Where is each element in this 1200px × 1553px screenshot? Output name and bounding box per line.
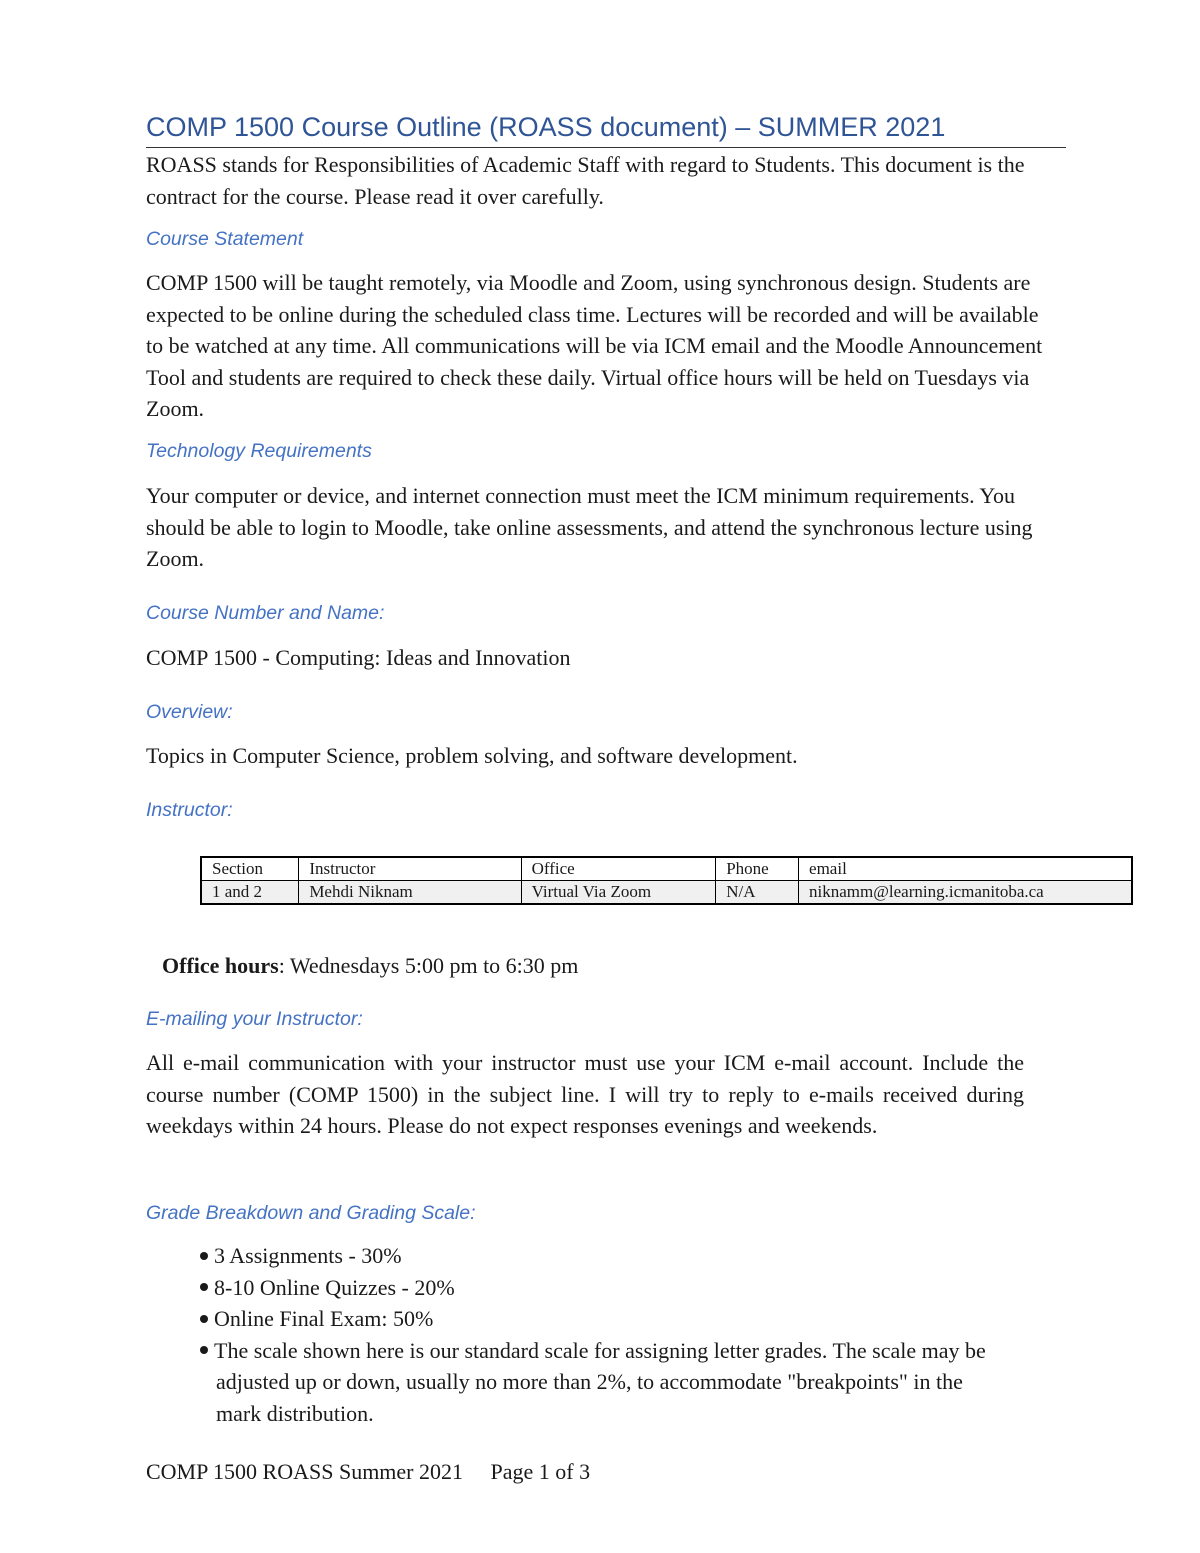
instructor-table — [200, 856, 1133, 905]
course-statement-paragraph: COMP 1500 will be taught remotely, via Moodle and Zoom, using synchronous design. Students are expected to be online during the scheduled class time. Lectures will be recorded and will be available to be watched at any time. All communications will be via ICM email and the Moodle Announcement Tool and students are required to check these daily. Virtual office hours will be held on Tuesdays via Zoom. — [146, 270, 1043, 421]
heading-emailing-instructor: E-mailing your Instructor: — [146, 1008, 363, 1030]
table-cell-instructor: Mehdi Niknam — [299, 881, 521, 905]
table-cell-email: niknamm@learning.icmanitoba.ca — [799, 881, 1132, 905]
heading-technology-requirements: Technology Requirements — [146, 440, 372, 462]
heading-course-number: Course Number and Name: — [146, 602, 385, 624]
instructor-table-header — [201, 857, 1132, 881]
list-item: Online Final Exam: 50% — [200, 1303, 990, 1335]
list-item: 3 Assignments - 30% — [200, 1240, 990, 1272]
emailing-paragraph: All e-mail communication with your instructor must use your ICM e-mail account. Include the course number (COMP 1500) in the subject line. I will try to reply to e-mails received during weekdays within 24 hours. Please do not expect responses evenings and weekends. — [146, 1050, 1024, 1138]
table-header-cell: Instructor — [299, 857, 521, 881]
office-hours-value: : Wednesdays 5:00 pm to 6:30 pm — [278, 953, 579, 978]
intro-paragraph: ROASS stands for Responsibilities of Academic Staff with regard to Students. This document is the contract for the course. Please read it over carefully. — [146, 152, 1025, 209]
list-item: The scale shown here is our standard scale for assigning letter grades. The scale may be adjusted up or down, usually no more than 2%, to accommodate "breakpoints" in the mark distribution. — [200, 1335, 990, 1430]
heading-course-statement: Course Statement — [146, 228, 304, 250]
list-item: 8-10 Online Quizzes - 20% — [200, 1272, 990, 1304]
heading-grade-breakdown: Grade Breakdown and Grading Scale: — [146, 1202, 476, 1224]
bullet-icon — [200, 1315, 208, 1323]
grade-breakdown-list — [200, 1240, 990, 1429]
bullet-icon — [200, 1346, 208, 1354]
technology-paragraph: Your computer or device, and internet connection must meet the ICM minimum requirements. You should be able to login to Moodle, take online assessments, and attend the synchronous lecture using Zoom. — [146, 483, 1033, 571]
bullet-icon — [200, 1252, 208, 1260]
course-number-text: COMP 1500 - Computing: Ideas and Innovation — [146, 645, 571, 670]
bullet-icon — [200, 1283, 208, 1291]
table-cell-phone: N/A — [716, 881, 799, 905]
table-header-cell: Office — [521, 857, 716, 881]
table-cell-office: Virtual Via Zoom — [521, 881, 716, 905]
table-cell-section: 1 and 2 — [201, 881, 299, 905]
table-row — [201, 881, 1132, 905]
document-title: COMP 1500 Course Outline (ROASS document) – SUMMER 2021 — [146, 108, 1066, 148]
heading-overview: Overview: — [146, 701, 233, 723]
office-hours — [162, 950, 578, 981]
overview-text: Topics in Computer Science, problem solving, and software development. — [146, 743, 798, 768]
table-header-cell: email — [799, 857, 1132, 881]
office-hours-label: Office hours — [162, 953, 279, 978]
page-footer: COMP 1500 ROASS Summer 2021 Page 1 of 3 — [146, 1459, 591, 1484]
table-header-cell: Phone — [716, 857, 799, 881]
heading-instructor: Instructor: — [146, 799, 233, 821]
table-header-cell: Section — [201, 857, 299, 881]
